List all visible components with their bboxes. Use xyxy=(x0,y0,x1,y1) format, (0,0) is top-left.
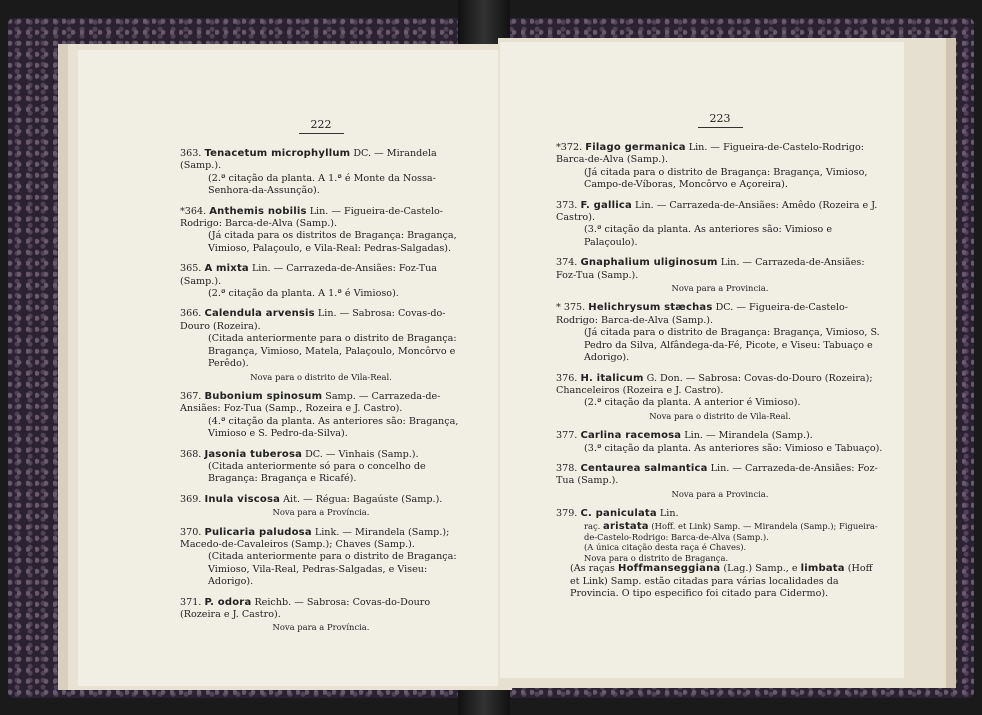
entry-number: *364. xyxy=(180,205,207,217)
entry-author: DC. — Figueira-de-Castelo-Rodrigo: Barca-de-Alva (Samp.). xyxy=(556,302,849,326)
entry-author: Samp. — Carrazeda-de-Ansiães: Foz-Tua (Samp., Rozeira e J. Castro). xyxy=(180,390,441,415)
page-number: 223 xyxy=(556,112,884,128)
species-entry xyxy=(180,391,462,441)
species-entry xyxy=(180,449,462,486)
species-entry xyxy=(556,257,884,294)
entry-author: Ait. — Régua: Bagaúste (Samp.). xyxy=(280,493,443,505)
entry-note: (3.ª citação da planta. As anteriores são: Vimioso e Palaçoulo). xyxy=(584,224,833,248)
species-entry xyxy=(180,597,462,634)
species-entry xyxy=(556,463,884,500)
entry-new-record: Nova para a Província. xyxy=(272,622,370,633)
entry-author: DC. — Vinhais (Samp.). xyxy=(302,448,419,460)
species-name: Centaurea salmantica xyxy=(580,462,708,474)
entry-author: Lin. — Mirandela (Samp.). xyxy=(681,430,813,442)
entry-new-record: Nova para o distrito de Vila-Real. xyxy=(649,410,791,421)
species-entry xyxy=(556,430,884,455)
entry-note: (Citada anteriormente para o distrito de Bragança: Bragança, Vimioso, Matela, Palaçoulo, Moncôrvo e Perêdo). xyxy=(208,333,457,370)
right-page xyxy=(500,42,904,678)
entry-author: Lin. — Carrazeda-de-Ansiães: Foz-Tua (Samp.). xyxy=(556,257,865,281)
entry-author: Lin. — Figueira-de-Castelo-Rodrigo: Barca-de-Alva (Samp.). xyxy=(556,142,865,166)
entry-author: Lin. — Carrazeda-de-Ansiães: Foz-Tua (Samp.). xyxy=(556,462,878,487)
page-number: 222 xyxy=(180,118,462,134)
species-name: Pulicaria paludosa xyxy=(204,526,312,538)
entry-note: (Já citada para o distrito de Bragança: Bragança, Vimioso, Campo-de-Víboras, Moncôrvo e Açoreira). xyxy=(584,166,868,191)
species-name: Jasonia tuberosa xyxy=(204,448,303,460)
entry-author: Lin. — Figueira-de-Castelo-Rodrigo: Barca-de-Alva (Samp.). xyxy=(180,205,444,230)
entry-number: 378. xyxy=(556,462,578,474)
entry-number: * 375. xyxy=(556,302,586,314)
entry-number: 363. xyxy=(180,148,202,159)
entry-number: 374. xyxy=(556,257,578,269)
entry-note: (2.ª citação da planta. A 1.ª é Monte da Nossa-Senhora-da-Assunção). xyxy=(208,172,436,197)
entry-note: (4.ª citação da planta. As anteriores são: Bragança, Vimioso e S. Pedro-da-Silva). xyxy=(208,415,459,440)
species-entry xyxy=(556,142,884,192)
entry-number: 377. xyxy=(556,430,578,442)
species-entry xyxy=(556,373,884,423)
species-entry: 379. C. paniculata Lin. raç. aristata (Hoff. et Link) Samp. — Mirandela (Samp.); Figueira-de-Castelo-Rodrigo: Barca-de-Alva (Samp.). (A única citação desta raça é Chaves). Nova para o distrito de Bragança. (As raças Hoffmanseggiana (Lag.) Samp., e limbata (Hoff et Link) Samp. estão citadas para várias localidades da Provincia. O tipo especifico foi citado para Cidermo). xyxy=(556,508,878,599)
entry-new-record: Nova para a Província. xyxy=(272,507,370,518)
species-name: Inula viscosa xyxy=(204,493,281,505)
entry-number: 367. xyxy=(180,390,202,402)
species-name: F. gallica xyxy=(580,199,632,211)
species-name: Anthemis nobilis xyxy=(209,205,307,217)
entry-number: 366. xyxy=(180,308,202,320)
entry-note: (Citada anteriormente para o distrito de Bragança: Vimioso, Vila-Real, Pedras-Salgadas, e Viseu: Adorigo). xyxy=(208,551,457,588)
entry-number: 373. xyxy=(556,199,578,211)
entry-new-record: Nova para o distrito de Vila-Real. xyxy=(250,371,392,382)
species-name: Helichrysum stæchas xyxy=(588,302,713,314)
species-name: Tenacetum microphyllum xyxy=(204,148,351,159)
species-name: H. italicum xyxy=(580,372,644,384)
entry-note: (3.ª citação da planta. As anteriores são: Vimioso e Tabuaço). xyxy=(584,442,883,454)
entry-new-record: Nova para a Provincia. xyxy=(671,283,769,294)
species-entry xyxy=(556,302,884,364)
left-page xyxy=(78,50,498,686)
species-entry xyxy=(180,308,462,382)
entry-note: (Citada anteriormente só para o concelho de Bragança: Bragança e Ricafé). xyxy=(208,460,426,485)
species-name: Filago germanica xyxy=(585,142,686,153)
entry-note: (Já citada para o distrito de Bragança: Bragança, Vimioso, S. Pedro da Silva, Alfândega-da-Fé, Picote, e Viseu: Tabuaço e Adorigo). xyxy=(584,327,880,364)
entry-number: 368. xyxy=(180,448,202,460)
species-name: P. odora xyxy=(204,596,252,608)
entry-author: Link. — Mirandela (Samp.); Macedo-de-Cavaleiros (Samp.); Chaves (Samp.). xyxy=(180,526,450,550)
entry-note: (2.ª citação da planta. A anterior é Vimioso). xyxy=(584,397,801,409)
entry-note: (2.ª citação da planta. A 1.ª é Vimioso). xyxy=(208,288,399,300)
species-name: Calendula arvensis xyxy=(204,308,315,320)
entry-author: G. Don. — Sabrosa: Covas-do-Douro (Rozeira); Chanceleiros (Rozeira e J. Castro). xyxy=(556,372,873,396)
species-entry xyxy=(180,263,462,300)
entry-number: 365. xyxy=(180,263,202,275)
species-name: Carlina racemosa xyxy=(580,430,682,442)
entry-author: Lin. — Carrazeda-de-Ansiães: Amêdo (Rozeira e J. Castro). xyxy=(556,199,878,224)
species-name: Bubonium spinosum xyxy=(204,390,323,402)
entry-note: (Já citada para os distritos de Bragança: Bragança, Vimioso, Palaçoulo, e Vila-Real: Pedras-Salgadas). xyxy=(208,230,457,254)
entry-number: 370. xyxy=(180,526,202,538)
entry-number: 371. xyxy=(180,596,202,608)
species-entry xyxy=(180,206,462,256)
species-entry xyxy=(180,148,462,198)
entry-author: Lin. — Sabrosa: Covas-do-Douro (Rozeira). xyxy=(180,308,446,332)
species-name: A mixta xyxy=(204,263,249,275)
species-name: C. paniculata xyxy=(580,508,657,520)
entry-number: 376. xyxy=(556,372,578,384)
species-entry xyxy=(556,200,884,250)
entry-number: 369. xyxy=(180,493,202,505)
species-entry xyxy=(180,527,462,589)
entry-number: *372. xyxy=(556,142,583,153)
species-name: Gnaphalium uliginosum xyxy=(580,257,718,269)
entry-author: Reichb. — Sabrosa: Covas-do-Douro (Rozeira e J. Castro). xyxy=(180,596,431,620)
entry-new-record: Nova para a Provincia. xyxy=(671,488,769,499)
entry-author: Lin. — Carrazeda-de-Ansiães: Foz-Tua (Samp.). xyxy=(180,263,438,287)
species-entry xyxy=(180,494,462,519)
entry-author: DC. — Mirandela (Samp.). xyxy=(180,148,437,172)
